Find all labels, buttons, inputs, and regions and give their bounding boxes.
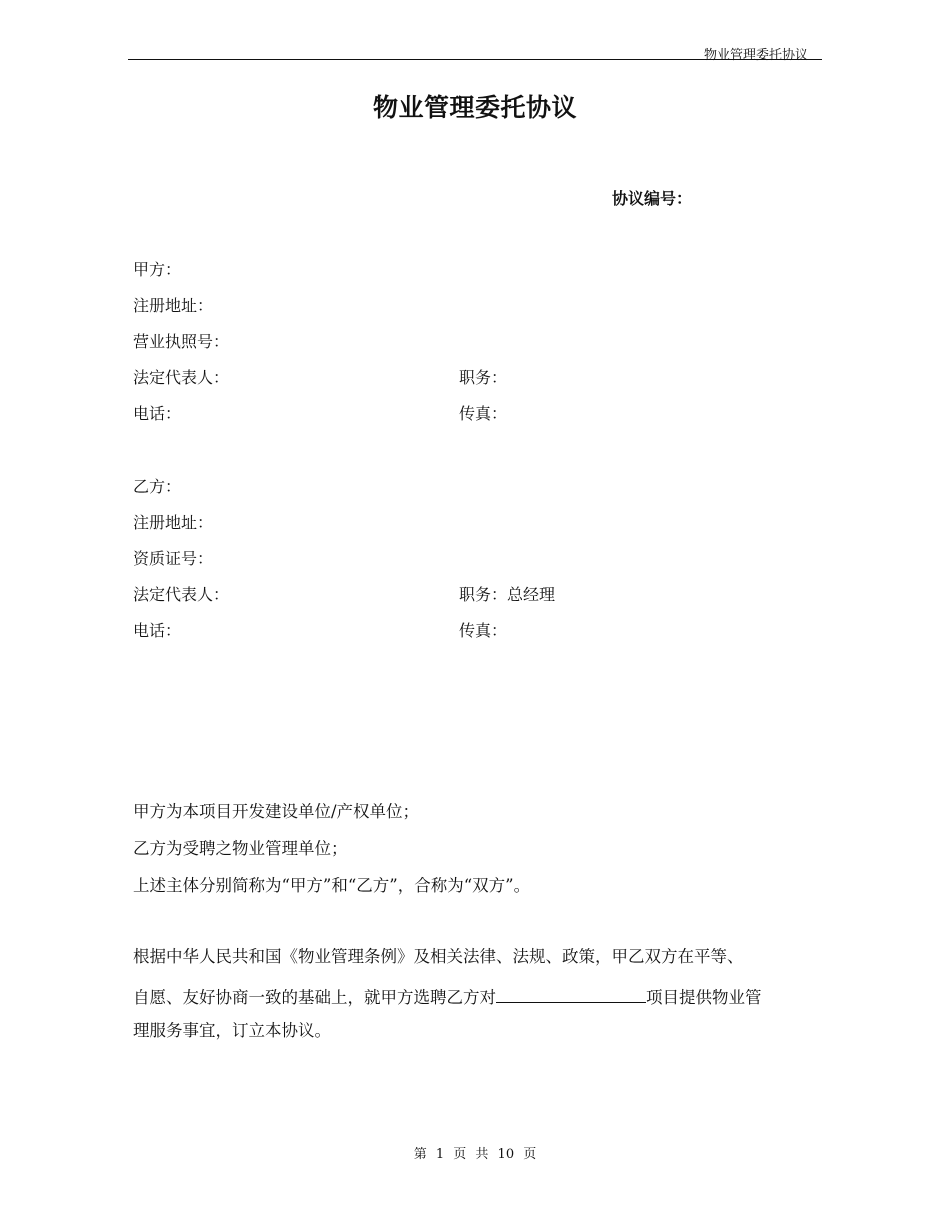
body-line-abbreviations: 上述主体分别简称为“甲方”和“乙方”，合称为“双方”。 (133, 876, 531, 895)
party-a-address-label: 注册地址： (133, 296, 214, 315)
agreement-number-label: 协议编号： (612, 189, 693, 208)
body-para-line-1: 根据中华人民共和国《物业管理条例》及相关法律、法规、政策，甲乙双方在平等、 (133, 947, 744, 966)
party-b-position-label: 职务：总经理 (459, 585, 556, 604)
body-para-line-3: 理服务事宜，订立本协议。 (133, 1021, 331, 1040)
body-line-party-a-role: 甲方为本项目开发建设单位/产权单位； (133, 802, 420, 821)
page-number-footer: 第 1 页 共 10 页 (413, 1147, 537, 1162)
party-b-qualification-label: 资质证号： (133, 549, 214, 568)
party-b-phone-label: 电话： (133, 621, 182, 640)
body-para-line-2-after: 项目提供物业管 (646, 988, 762, 1007)
party-a-name-label: 甲方： (133, 260, 182, 279)
party-a-position-label: 职务： (459, 368, 508, 387)
document-title: 物业管理委托协议 (372, 93, 577, 122)
party-a-representative-label: 法定代表人： (133, 368, 230, 387)
party-a-fax-label: 传真： (459, 404, 508, 423)
party-b-fax-label: 传真： (459, 621, 508, 640)
body-line-party-b-role: 乙方为受聘之物业管理单位； (133, 839, 348, 858)
body-para-line-2-before: 自愿、友好协商一致的基础上，就甲方选聘乙方对 (133, 988, 496, 1007)
party-b-address-label: 注册地址： (133, 513, 214, 532)
body-para-line-2 (133, 984, 762, 1009)
running-header-title: 物业管理委托协议 (703, 48, 808, 63)
party-a-license-label: 营业执照号： (133, 332, 230, 351)
party-a-phone-label: 电话： (133, 404, 182, 423)
party-b-representative-label: 法定代表人： (133, 585, 230, 604)
party-b-name-label: 乙方： (133, 477, 182, 496)
header-rule (128, 59, 822, 60)
project-name-blank (496, 984, 646, 1003)
